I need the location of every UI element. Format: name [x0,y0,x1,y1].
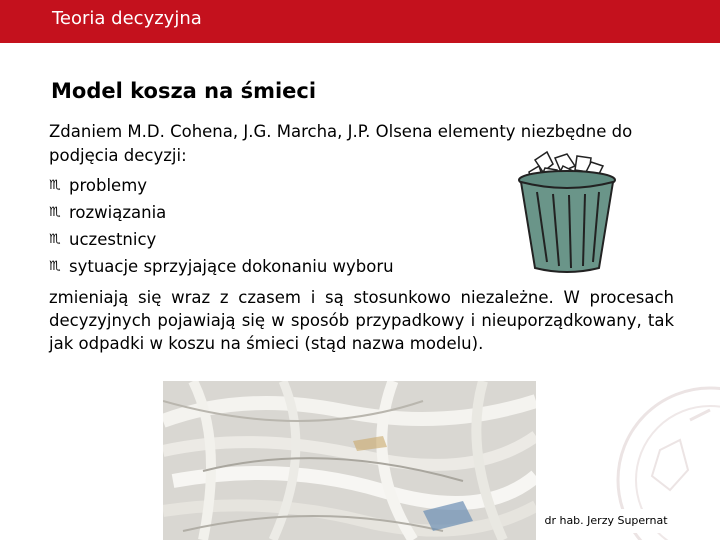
shredded-paper-photo [163,381,536,540]
author-label: dr hab. Jerzy Supernat [536,509,676,533]
bullet-item [49,172,394,199]
bullet-item [49,199,394,226]
bullet-icon: ♏ [49,231,61,247]
header-title: Teoria decyzyjna [52,8,202,29]
bullet-item [49,226,394,253]
body-paragraph: zmieniają się wraz z czasem i są stosunkowo niezależne. W procesach decyzyjnych pojawiają się w sposób przypadkowy i nieuporządkowany, tak jak odpadki w koszu na śmieci (stąd nazwa modelu). [49,288,674,353]
bullet-label: sytuacje sprzyjające dokonaniu wyboru [69,256,394,276]
bullet-icon: ♏ [49,177,61,193]
bullet-label: rozwiązania [69,202,167,222]
bullet-item [49,253,394,280]
bullet-label: uczestnicy [69,229,157,249]
slide-title: Model kosza na śmieci [51,79,317,103]
header-bar [0,0,720,43]
intro-text: Zdaniem M.D. Cohena, J.G. Marcha, J.P. Olsena elementy niezbędne do podjęcia decyzji: [49,122,633,165]
trash-bin-icon [505,150,635,275]
bullet-label: problemy [69,175,148,195]
bullet-icon: ♏ [49,258,61,274]
bullet-icon: ♏ [49,204,61,220]
bullet-list [49,172,394,280]
